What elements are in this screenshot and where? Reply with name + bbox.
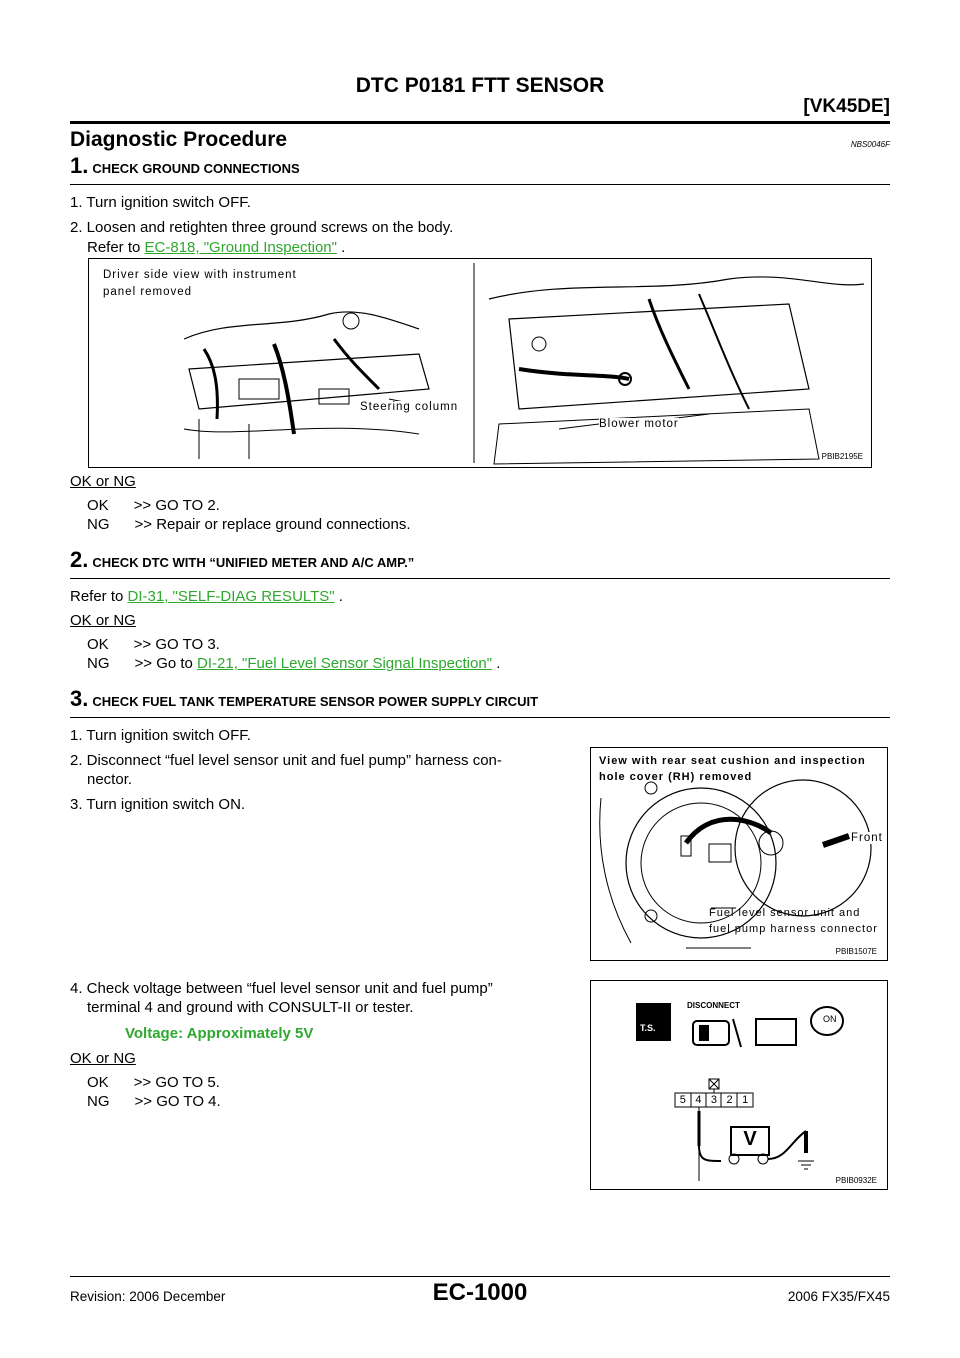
step-rule bbox=[70, 717, 890, 718]
figure-label: Blower motor bbox=[599, 418, 679, 430]
step-3-heading bbox=[70, 686, 538, 712]
figure-label: Fuel level sensor unit and bbox=[709, 907, 861, 919]
engine-code: [VK45DE] bbox=[803, 96, 890, 117]
page-title: DTC P0181 FTT SENSOR bbox=[355, 74, 605, 97]
revision-date: Revision: 2006 December bbox=[70, 1289, 226, 1304]
self-diag-results-link[interactable]: DI-31, "SELF-DIAG RESULTS" bbox=[127, 588, 335, 605]
step-3-item-1: 1. Turn ignition switch OFF. bbox=[70, 727, 251, 744]
step-number: 2. bbox=[70, 547, 89, 572]
fuel-level-signal-link[interactable]: DI-21, "Fuel Level Sensor Signal Inspection" bbox=[197, 655, 493, 672]
vehicle-model: 2006 FX35/FX45 bbox=[787, 1289, 890, 1304]
ts-label: T.S. bbox=[640, 1023, 656, 1033]
step-3-item-3: 3. Turn ignition switch ON. bbox=[70, 796, 246, 813]
step-3-item-2: 2. Disconnect “fuel level sensor unit and fuel pump” harness con- bbox=[70, 752, 502, 769]
ng-result: NG >> Repair or replace ground connections. bbox=[87, 516, 411, 533]
footer-rule bbox=[70, 1276, 890, 1277]
step-rule bbox=[70, 578, 890, 579]
figure-label: panel removed bbox=[103, 286, 193, 298]
ok-or-ng-label: OK or NG bbox=[70, 1050, 136, 1067]
step-1-heading bbox=[70, 153, 300, 179]
connector-pins: 5 4 3 2 1 bbox=[679, 1094, 749, 1106]
ok-or-ng-label: OK or NG bbox=[70, 612, 136, 629]
voltmeter-label: V bbox=[743, 1128, 757, 1150]
step-title: CHECK FUEL TANK TEMPERATURE SENSOR POWER SUPPLY CIRCUIT bbox=[92, 694, 539, 709]
ng-result: NG >> Go to DI-21, "Fuel Level Sensor Signal Inspection" . bbox=[87, 655, 501, 672]
step-number: 3. bbox=[70, 686, 89, 711]
page-number: EC-1000 bbox=[432, 1279, 528, 1306]
figure-ground-screws bbox=[88, 258, 872, 468]
step-1-item-1: 1. Turn ignition switch OFF. bbox=[70, 194, 251, 211]
ok-or-ng-label: OK or NG bbox=[70, 473, 136, 490]
step-title: CHECK GROUND CONNECTIONS bbox=[92, 161, 300, 176]
figure-code: PBIB2195E bbox=[821, 452, 863, 461]
ground-screws-illustration bbox=[89, 259, 871, 467]
figure-label: View with rear seat cushion and inspection bbox=[599, 755, 866, 767]
step-title: CHECK DTC WITH “UNIFIED METER AND A/C AMP.” bbox=[92, 555, 415, 570]
figure-harness-connector bbox=[590, 747, 888, 961]
step-number: 1. bbox=[70, 153, 89, 178]
ok-result: OK >> GO TO 5. bbox=[87, 1074, 220, 1091]
section-title: Diagnostic Procedure bbox=[70, 128, 288, 151]
disconnect-label: DISCONNECT bbox=[687, 1001, 740, 1010]
front-label: Front bbox=[851, 832, 883, 844]
step-3-item-4: 4. Check voltage between “fuel level sensor unit and fuel pump” bbox=[70, 980, 493, 997]
voltage-spec: Voltage: Approximately 5V bbox=[125, 1025, 314, 1042]
step-2-heading bbox=[70, 547, 414, 573]
step-1-refer: Refer to EC-818, "Ground Inspection" . bbox=[87, 239, 346, 256]
figure-label: hole cover (RH) removed bbox=[599, 771, 753, 783]
ok-result: OK >> GO TO 2. bbox=[87, 497, 220, 514]
ground-inspection-link[interactable]: EC-818, "Ground Inspection" bbox=[144, 239, 337, 256]
figure-code: PBIB1507E bbox=[835, 947, 877, 956]
step-rule bbox=[70, 184, 890, 185]
step-1-item-2: 2. Loosen and retighten three ground screws on the body. bbox=[70, 219, 454, 236]
figure-code: PBIB0932E bbox=[835, 1176, 877, 1185]
figure-label: Driver side view with instrument bbox=[103, 269, 297, 281]
header-rule bbox=[70, 121, 890, 124]
step-2-refer: Refer to DI-31, "SELF-DIAG RESULTS" . bbox=[70, 588, 343, 605]
figure-label: fuel pump harness connector bbox=[709, 923, 878, 935]
voltage-check-illustration bbox=[591, 981, 887, 1189]
step-3-item-4-cont: terminal 4 and ground with CONSULT-II or tester. bbox=[87, 999, 414, 1016]
figure-label: Steering column bbox=[360, 401, 459, 413]
ng-result: NG >> GO TO 4. bbox=[87, 1093, 221, 1110]
figure-voltage-check bbox=[590, 980, 888, 1190]
ok-result: OK >> GO TO 3. bbox=[87, 636, 220, 653]
step-3-item-2-cont: nector. bbox=[87, 771, 133, 788]
key-on-label: ON bbox=[823, 1014, 837, 1024]
section-code: NBS0046F bbox=[850, 140, 890, 149]
